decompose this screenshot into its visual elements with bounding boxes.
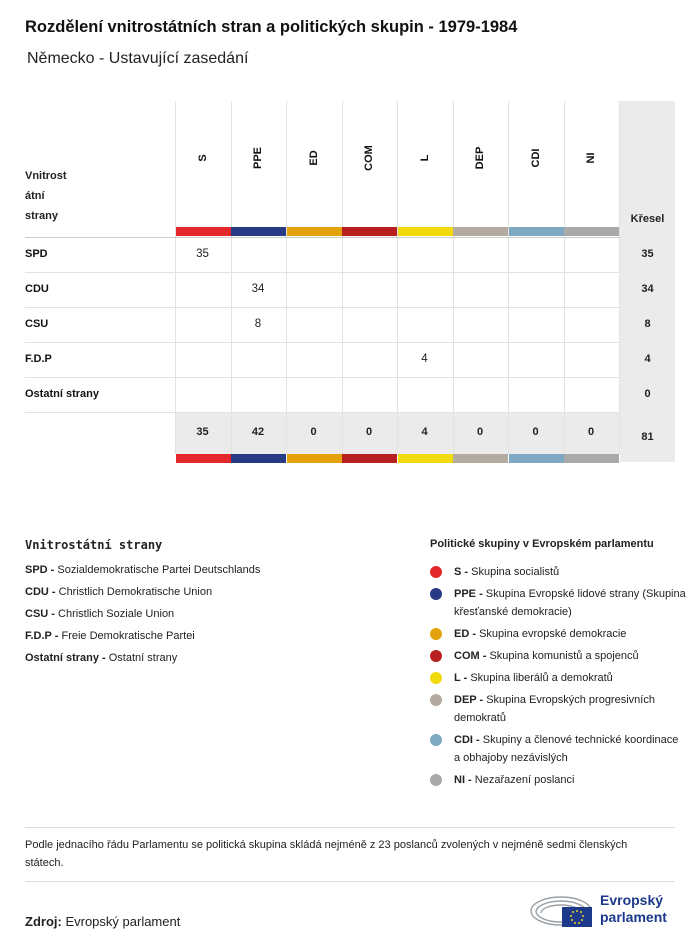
row-rule — [25, 377, 620, 378]
group-code: DEP — [454, 694, 477, 706]
group-color-bar-top — [509, 227, 564, 236]
column-divider — [231, 101, 232, 454]
group-header-cdi: CDI — [529, 148, 542, 168]
group-color-bar-bottom — [287, 454, 342, 463]
group-code: ED — [454, 628, 470, 640]
group-name: Skupina Evropských progresivních demokratů — [454, 694, 655, 724]
group-header-ed: ED — [307, 150, 320, 166]
party-name: Sozialdemokratische Partei Deutschlands — [57, 564, 261, 576]
separator: - — [460, 672, 471, 684]
row-header-line: strany — [25, 210, 59, 222]
party-legend-item — [25, 586, 212, 598]
footnote: Podle jednacího řádu Parlamentu se politická skupina skládá nejméně z 23 poslanců zvolených v nejméně sedmi členských státech. — [25, 839, 628, 869]
group-color-dot — [430, 734, 442, 746]
row-total: 35 — [641, 248, 654, 260]
group-color-bar-top — [564, 227, 619, 236]
party-legend-title: Vnitrostátní strany — [25, 538, 163, 552]
group-header-ni: NI — [585, 152, 598, 164]
separator: - — [51, 630, 62, 642]
row-total: 0 — [644, 388, 651, 400]
row-total: 8 — [644, 318, 651, 330]
party-code: CDU — [25, 586, 49, 598]
row-rule — [25, 412, 620, 413]
row-rule — [25, 342, 620, 343]
row-total: 4 — [644, 353, 651, 365]
row-header-line: átní — [25, 190, 45, 202]
group-color-dot — [430, 628, 442, 640]
row-label: CSU — [25, 318, 49, 330]
group-color-bar-top — [176, 227, 231, 236]
row-header — [25, 166, 67, 226]
group-color-bar-top — [398, 227, 453, 236]
row-rule — [25, 272, 620, 273]
group-total: 4 — [421, 426, 428, 438]
group-code: CDI — [454, 734, 473, 746]
group-header-ppe: PPE — [252, 147, 265, 170]
group-total: 35 — [196, 426, 209, 438]
party-legend-item — [25, 564, 260, 576]
group-total: 0 — [532, 426, 539, 438]
party-name: Freie Demokratische Partei — [61, 630, 195, 642]
party-name: Christlich Demokratische Union — [58, 586, 213, 598]
group-name: Nezařazení poslanci — [474, 774, 575, 786]
separator: - — [465, 774, 475, 786]
separator: - — [479, 650, 490, 662]
group-legend-item — [454, 771, 686, 789]
group-color-dot — [430, 774, 442, 786]
group-code: NI — [454, 774, 465, 786]
group-legend-item — [454, 669, 686, 687]
row-label: SPD — [25, 248, 48, 260]
group-color-bar-bottom — [176, 454, 231, 463]
group-name: Skupina liberálů a demokratů — [470, 672, 613, 684]
group-name: Skupiny a členové technické koordinace a obhajoby nezávislých — [454, 734, 679, 764]
party-code: SPD — [25, 564, 48, 576]
row-label: Ostatní strany — [25, 388, 99, 400]
group-color-bar-top — [342, 227, 397, 236]
group-color-dot — [430, 588, 442, 600]
seat-value: 35 — [196, 248, 209, 260]
separator: - — [461, 566, 472, 578]
seat-value: 8 — [254, 318, 262, 330]
page-subtitle: Německo - Ustavující zasedání — [27, 50, 249, 67]
column-divider — [619, 101, 620, 454]
column-divider — [286, 101, 287, 454]
separator: - — [98, 652, 109, 664]
logo-line-1: Evropský — [600, 892, 664, 908]
group-color-dot — [430, 650, 442, 662]
group-legend-title: Politické skupiny v Evropském parlamentu — [430, 538, 654, 550]
divider — [25, 827, 675, 828]
parliament-hemicycle-icon — [528, 891, 594, 931]
separator: - — [48, 608, 59, 620]
group-total: 0 — [476, 426, 484, 438]
group-legend-item — [454, 731, 686, 767]
group-code: S — [454, 566, 462, 578]
group-name: Skupina socialistů — [471, 566, 560, 578]
group-total: 0 — [587, 426, 595, 438]
separator: - — [476, 694, 487, 706]
source-line — [25, 914, 180, 929]
group-total: 0 — [365, 426, 373, 438]
separator: - — [476, 588, 486, 600]
separator: - — [469, 628, 480, 640]
group-color-bar-top — [231, 227, 286, 236]
group-total: 42 — [251, 426, 265, 438]
group-legend-item — [454, 585, 686, 621]
party-code: Ostatní strany — [25, 652, 99, 664]
party-legend-item — [25, 630, 195, 642]
group-color-dot — [430, 672, 442, 684]
seat-value: 34 — [251, 283, 265, 295]
party-name: Christlich Soziale Union — [58, 608, 175, 620]
seats-column-bg — [620, 101, 675, 462]
header-rule — [25, 237, 620, 238]
column-divider — [397, 101, 398, 454]
separator: - — [48, 586, 59, 598]
group-total: 0 — [310, 426, 317, 438]
divider — [25, 881, 675, 882]
column-divider — [453, 101, 454, 454]
group-header-com: COM — [363, 145, 376, 171]
party-code: F.D.P — [25, 630, 52, 642]
group-legend-item — [454, 647, 686, 665]
logo-line-2: parlament — [600, 909, 667, 925]
column-divider — [564, 101, 565, 454]
group-color-bar-bottom — [564, 454, 619, 463]
seat-value: 4 — [421, 353, 428, 365]
group-color-bar-bottom — [231, 454, 286, 463]
party-name: Ostatní strany — [108, 652, 178, 664]
party-legend-item — [25, 608, 174, 620]
group-color-bar-bottom — [453, 454, 508, 463]
source-label: Zdroj: — [25, 914, 62, 929]
seats-header: Křesel — [630, 213, 665, 225]
group-code: L — [454, 672, 461, 684]
group-color-bar-top — [287, 227, 342, 236]
group-color-dot — [430, 566, 442, 578]
group-name: Skupina evropské demokracie — [479, 628, 627, 640]
group-header-dep: DEP — [474, 146, 487, 170]
row-label: CDU — [25, 283, 49, 295]
page-title: Rozdělení vnitrostátních stran a politických skupin - 1979-1984 — [25, 18, 518, 36]
grand-total: 81 — [641, 431, 654, 443]
group-legend-item — [454, 563, 686, 581]
row-header-line: Vnitrost — [25, 170, 67, 182]
row-rule — [25, 307, 620, 308]
group-legend-item — [454, 625, 686, 643]
party-legend-item — [25, 652, 177, 664]
group-color-bar-top — [453, 227, 508, 236]
group-header-s: S — [196, 154, 209, 162]
party-code: CSU — [25, 608, 49, 620]
group-code: COM — [454, 650, 480, 662]
group-name: Skupina Evropské lidové strany (Skupina křesťanské demokracie) — [454, 588, 686, 618]
column-divider — [508, 101, 509, 454]
column-divider — [175, 101, 176, 454]
row-label: F.D.P — [25, 353, 52, 365]
group-color-bar-bottom — [342, 454, 397, 463]
group-legend-item — [454, 691, 686, 727]
ep-logo — [528, 890, 678, 932]
group-color-bar-bottom — [398, 454, 453, 463]
group-color-dot — [430, 694, 442, 706]
group-code: PPE — [454, 588, 477, 600]
separator: - — [47, 564, 58, 576]
group-name: Skupina komunistů a spojenců — [489, 650, 639, 662]
row-total: 34 — [641, 283, 654, 295]
separator: - — [472, 734, 483, 746]
source-value: Evropský parlament — [65, 914, 181, 929]
group-color-bar-bottom — [509, 454, 564, 463]
column-divider — [342, 101, 343, 454]
group-header-l: L — [418, 154, 431, 162]
